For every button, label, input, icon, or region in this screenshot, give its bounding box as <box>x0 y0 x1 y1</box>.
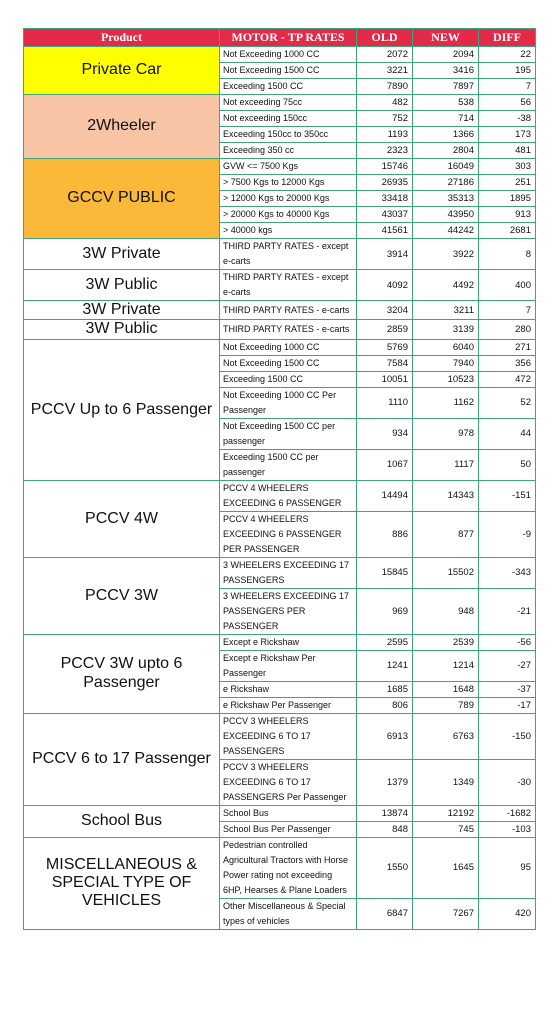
diff-value-cell: -150 <box>479 713 536 759</box>
rate-description-cell: Exceeding 1500 CC per passenger <box>220 449 357 480</box>
old-value-cell: 934 <box>357 418 413 449</box>
table-row <box>24 837 536 898</box>
rate-description-cell: Exceeding 150cc to 350cc <box>220 127 357 143</box>
product-cell: School Bus <box>24 805 220 837</box>
diff-value-cell: 356 <box>479 355 536 371</box>
new-value-cell: 6763 <box>413 713 479 759</box>
diff-value-cell: 400 <box>479 270 536 301</box>
new-value-cell: 1117 <box>413 449 479 480</box>
diff-value-cell: 52 <box>479 387 536 418</box>
old-value-cell: 2072 <box>357 47 413 63</box>
old-value-cell: 6847 <box>357 898 413 929</box>
table-row <box>24 47 536 63</box>
old-value-cell: 1550 <box>357 837 413 898</box>
product-cell: PCCV Up to 6 Passenger <box>24 339 220 480</box>
rate-description-cell: Not Exceeding 1500 CC <box>220 63 357 79</box>
old-value-cell: 1379 <box>357 759 413 805</box>
new-value-cell: 16049 <box>413 159 479 175</box>
rate-description-cell: > 40000 kgs <box>220 223 357 239</box>
header-motor-tp-rates: MOTOR - TP RATES <box>220 29 357 47</box>
new-value-cell: 7897 <box>413 79 479 95</box>
product-cell: 3W Private <box>24 239 220 270</box>
rate-description-cell: PCCV 3 WHEELERS EXCEEDING 6 TO 17 PASSENGERS Per Passenger <box>220 759 357 805</box>
table-row <box>24 634 536 650</box>
new-value-cell: 714 <box>413 111 479 127</box>
new-value-cell: 745 <box>413 821 479 837</box>
diff-value-cell: -343 <box>479 557 536 588</box>
new-value-cell: 1162 <box>413 387 479 418</box>
old-value-cell: 15746 <box>357 159 413 175</box>
diff-value-cell: -38 <box>479 111 536 127</box>
rate-description-cell: THIRD PARTY RATES - e-carts <box>220 320 357 339</box>
product-cell: Private Car <box>24 47 220 95</box>
table-row <box>24 159 536 175</box>
old-value-cell: 43037 <box>357 207 413 223</box>
table-row <box>24 805 536 821</box>
old-value-cell: 7584 <box>357 355 413 371</box>
new-value-cell: 1366 <box>413 127 479 143</box>
rate-description-cell: Not Exceeding 1500 CC <box>220 355 357 371</box>
table-row <box>24 557 536 588</box>
rate-description-cell: School Bus Per Passenger <box>220 821 357 837</box>
old-value-cell: 1067 <box>357 449 413 480</box>
new-value-cell: 1645 <box>413 837 479 898</box>
rate-description-cell: e Rickshaw <box>220 681 357 697</box>
table-row <box>24 239 536 270</box>
new-value-cell: 27186 <box>413 175 479 191</box>
diff-value-cell: -17 <box>479 697 536 713</box>
diff-value-cell: 280 <box>479 320 536 339</box>
rate-description-cell: Except e Rickshaw <box>220 634 357 650</box>
product-cell: PCCV 3W <box>24 557 220 634</box>
header-row <box>24 29 536 47</box>
new-value-cell: 1648 <box>413 681 479 697</box>
rate-description-cell: Not exceeding 75cc <box>220 95 357 111</box>
rate-description-cell: School Bus <box>220 805 357 821</box>
rate-description-cell: Pedestrian controlled Agricultural Tractors with Horse Power rating not exceeding 6HP, Hearses & Plane Loaders <box>220 837 357 898</box>
diff-value-cell: 303 <box>479 159 536 175</box>
header-old: OLD <box>357 29 413 47</box>
rate-description-cell: Not Exceeding 1000 CC Per Passenger <box>220 387 357 418</box>
rate-description-cell: Exceeding 350 cc <box>220 143 357 159</box>
old-value-cell: 3204 <box>357 301 413 320</box>
diff-value-cell: 2681 <box>479 223 536 239</box>
diff-value-cell: -1682 <box>479 805 536 821</box>
diff-value-cell: 7 <box>479 79 536 95</box>
old-value-cell: 2323 <box>357 143 413 159</box>
table-row <box>24 95 536 111</box>
old-value-cell: 752 <box>357 111 413 127</box>
table-row <box>24 320 536 339</box>
table-row <box>24 301 536 320</box>
header-product: Product <box>24 29 220 47</box>
old-value-cell: 10051 <box>357 371 413 387</box>
rate-description-cell: Exceeding 1500 CC <box>220 371 357 387</box>
product-cell: 3W Private <box>24 301 220 320</box>
new-value-cell: 12192 <box>413 805 479 821</box>
diff-value-cell: 420 <box>479 898 536 929</box>
rate-description-cell: Other Miscellaneous & Special types of vehicles <box>220 898 357 929</box>
rates-table-container <box>23 28 535 930</box>
new-value-cell: 789 <box>413 697 479 713</box>
old-value-cell: 1241 <box>357 650 413 681</box>
new-value-cell: 43950 <box>413 207 479 223</box>
diff-value-cell: 472 <box>479 371 536 387</box>
old-value-cell: 848 <box>357 821 413 837</box>
rate-description-cell: THIRD PARTY RATES - except e-carts <box>220 239 357 270</box>
diff-value-cell: -56 <box>479 634 536 650</box>
old-value-cell: 1193 <box>357 127 413 143</box>
old-value-cell: 15845 <box>357 557 413 588</box>
table-row <box>24 480 536 511</box>
table-body <box>24 47 536 930</box>
new-value-cell: 1214 <box>413 650 479 681</box>
new-value-cell: 2539 <box>413 634 479 650</box>
product-cell: 3W Public <box>24 320 220 339</box>
rate-description-cell: PCCV 3 WHEELERS EXCEEDING 6 TO 17 PASSENGERS <box>220 713 357 759</box>
new-value-cell: 877 <box>413 511 479 557</box>
diff-value-cell: 481 <box>479 143 536 159</box>
old-value-cell: 14494 <box>357 480 413 511</box>
header-new: NEW <box>413 29 479 47</box>
rate-description-cell: 3 WHEELERS EXCEEDING 17 PASSENGERS PER PASSENGER <box>220 588 357 634</box>
old-value-cell: 2859 <box>357 320 413 339</box>
diff-value-cell: 195 <box>479 63 536 79</box>
new-value-cell: 978 <box>413 418 479 449</box>
new-value-cell: 35313 <box>413 191 479 207</box>
old-value-cell: 3914 <box>357 239 413 270</box>
diff-value-cell: 56 <box>479 95 536 111</box>
old-value-cell: 3221 <box>357 63 413 79</box>
diff-value-cell: 22 <box>479 47 536 63</box>
old-value-cell: 1110 <box>357 387 413 418</box>
rate-description-cell: Not Exceeding 1000 CC <box>220 47 357 63</box>
new-value-cell: 2094 <box>413 47 479 63</box>
diff-value-cell: -103 <box>479 821 536 837</box>
new-value-cell: 4492 <box>413 270 479 301</box>
diff-value-cell: 7 <box>479 301 536 320</box>
new-value-cell: 6040 <box>413 339 479 355</box>
diff-value-cell: 913 <box>479 207 536 223</box>
old-value-cell: 969 <box>357 588 413 634</box>
diff-value-cell: 44 <box>479 418 536 449</box>
product-cell: 3W Public <box>24 270 220 301</box>
header-diff: DIFF <box>479 29 536 47</box>
rate-description-cell: THIRD PARTY RATES - e-carts <box>220 301 357 320</box>
diff-value-cell: -37 <box>479 681 536 697</box>
new-value-cell: 15502 <box>413 557 479 588</box>
rate-description-cell: 3 WHEELERS EXCEEDING 17 PASSENGERS <box>220 557 357 588</box>
rate-description-cell: Except e Rickshaw Per Passenger <box>220 650 357 681</box>
diff-value-cell: 271 <box>479 339 536 355</box>
diff-value-cell: -27 <box>479 650 536 681</box>
new-value-cell: 7267 <box>413 898 479 929</box>
rate-description-cell: > 12000 Kgs to 20000 Kgs <box>220 191 357 207</box>
rate-description-cell: Exceeding 1500 CC <box>220 79 357 95</box>
new-value-cell: 538 <box>413 95 479 111</box>
diff-value-cell: -9 <box>479 511 536 557</box>
rate-description-cell: > 20000 Kgs to 40000 Kgs <box>220 207 357 223</box>
new-value-cell: 3416 <box>413 63 479 79</box>
rate-description-cell: Not Exceeding 1500 CC per passenger <box>220 418 357 449</box>
product-cell: GCCV PUBLIC <box>24 159 220 239</box>
diff-value-cell: 251 <box>479 175 536 191</box>
rate-description-cell: > 7500 Kgs to 12000 Kgs <box>220 175 357 191</box>
old-value-cell: 41561 <box>357 223 413 239</box>
product-cell: MISCELLANEOUS & SPECIAL TYPE OF VEHICLES <box>24 837 220 929</box>
old-value-cell: 26935 <box>357 175 413 191</box>
old-value-cell: 482 <box>357 95 413 111</box>
rate-description-cell: GVW <= 7500 Kgs <box>220 159 357 175</box>
rate-description-cell: PCCV 4 WHEELERS EXCEEDING 6 PASSENGER <box>220 480 357 511</box>
diff-value-cell: 1895 <box>479 191 536 207</box>
old-value-cell: 4092 <box>357 270 413 301</box>
diff-value-cell: 95 <box>479 837 536 898</box>
diff-value-cell: 50 <box>479 449 536 480</box>
new-value-cell: 10523 <box>413 371 479 387</box>
new-value-cell: 3211 <box>413 301 479 320</box>
rate-description-cell: PCCV 4 WHEELERS EXCEEDING 6 PASSENGER PER PASSENGER <box>220 511 357 557</box>
product-cell: 2Wheeler <box>24 95 220 159</box>
diff-value-cell: -30 <box>479 759 536 805</box>
old-value-cell: 806 <box>357 697 413 713</box>
new-value-cell: 948 <box>413 588 479 634</box>
new-value-cell: 7940 <box>413 355 479 371</box>
diff-value-cell: -151 <box>479 480 536 511</box>
tp-rates-table <box>23 28 536 930</box>
old-value-cell: 6913 <box>357 713 413 759</box>
old-value-cell: 886 <box>357 511 413 557</box>
new-value-cell: 3922 <box>413 239 479 270</box>
new-value-cell: 2804 <box>413 143 479 159</box>
rate-description-cell: Not Exceeding 1000 CC <box>220 339 357 355</box>
table-row <box>24 339 536 355</box>
old-value-cell: 7890 <box>357 79 413 95</box>
rate-description-cell: e Rickshaw Per Passenger <box>220 697 357 713</box>
product-cell: PCCV 4W <box>24 480 220 557</box>
product-cell: PCCV 6 to 17 Passenger <box>24 713 220 805</box>
new-value-cell: 44242 <box>413 223 479 239</box>
rate-description-cell: Not exceeding 150cc <box>220 111 357 127</box>
rate-description-cell: THIRD PARTY RATES - except e-carts <box>220 270 357 301</box>
old-value-cell: 2595 <box>357 634 413 650</box>
new-value-cell: 3139 <box>413 320 479 339</box>
old-value-cell: 1685 <box>357 681 413 697</box>
old-value-cell: 33418 <box>357 191 413 207</box>
old-value-cell: 5769 <box>357 339 413 355</box>
old-value-cell: 13874 <box>357 805 413 821</box>
product-cell: PCCV 3W upto 6 Passenger <box>24 634 220 713</box>
diff-value-cell: -21 <box>479 588 536 634</box>
table-row <box>24 713 536 759</box>
diff-value-cell: 8 <box>479 239 536 270</box>
table-row <box>24 270 536 301</box>
new-value-cell: 1349 <box>413 759 479 805</box>
new-value-cell: 14343 <box>413 480 479 511</box>
diff-value-cell: 173 <box>479 127 536 143</box>
